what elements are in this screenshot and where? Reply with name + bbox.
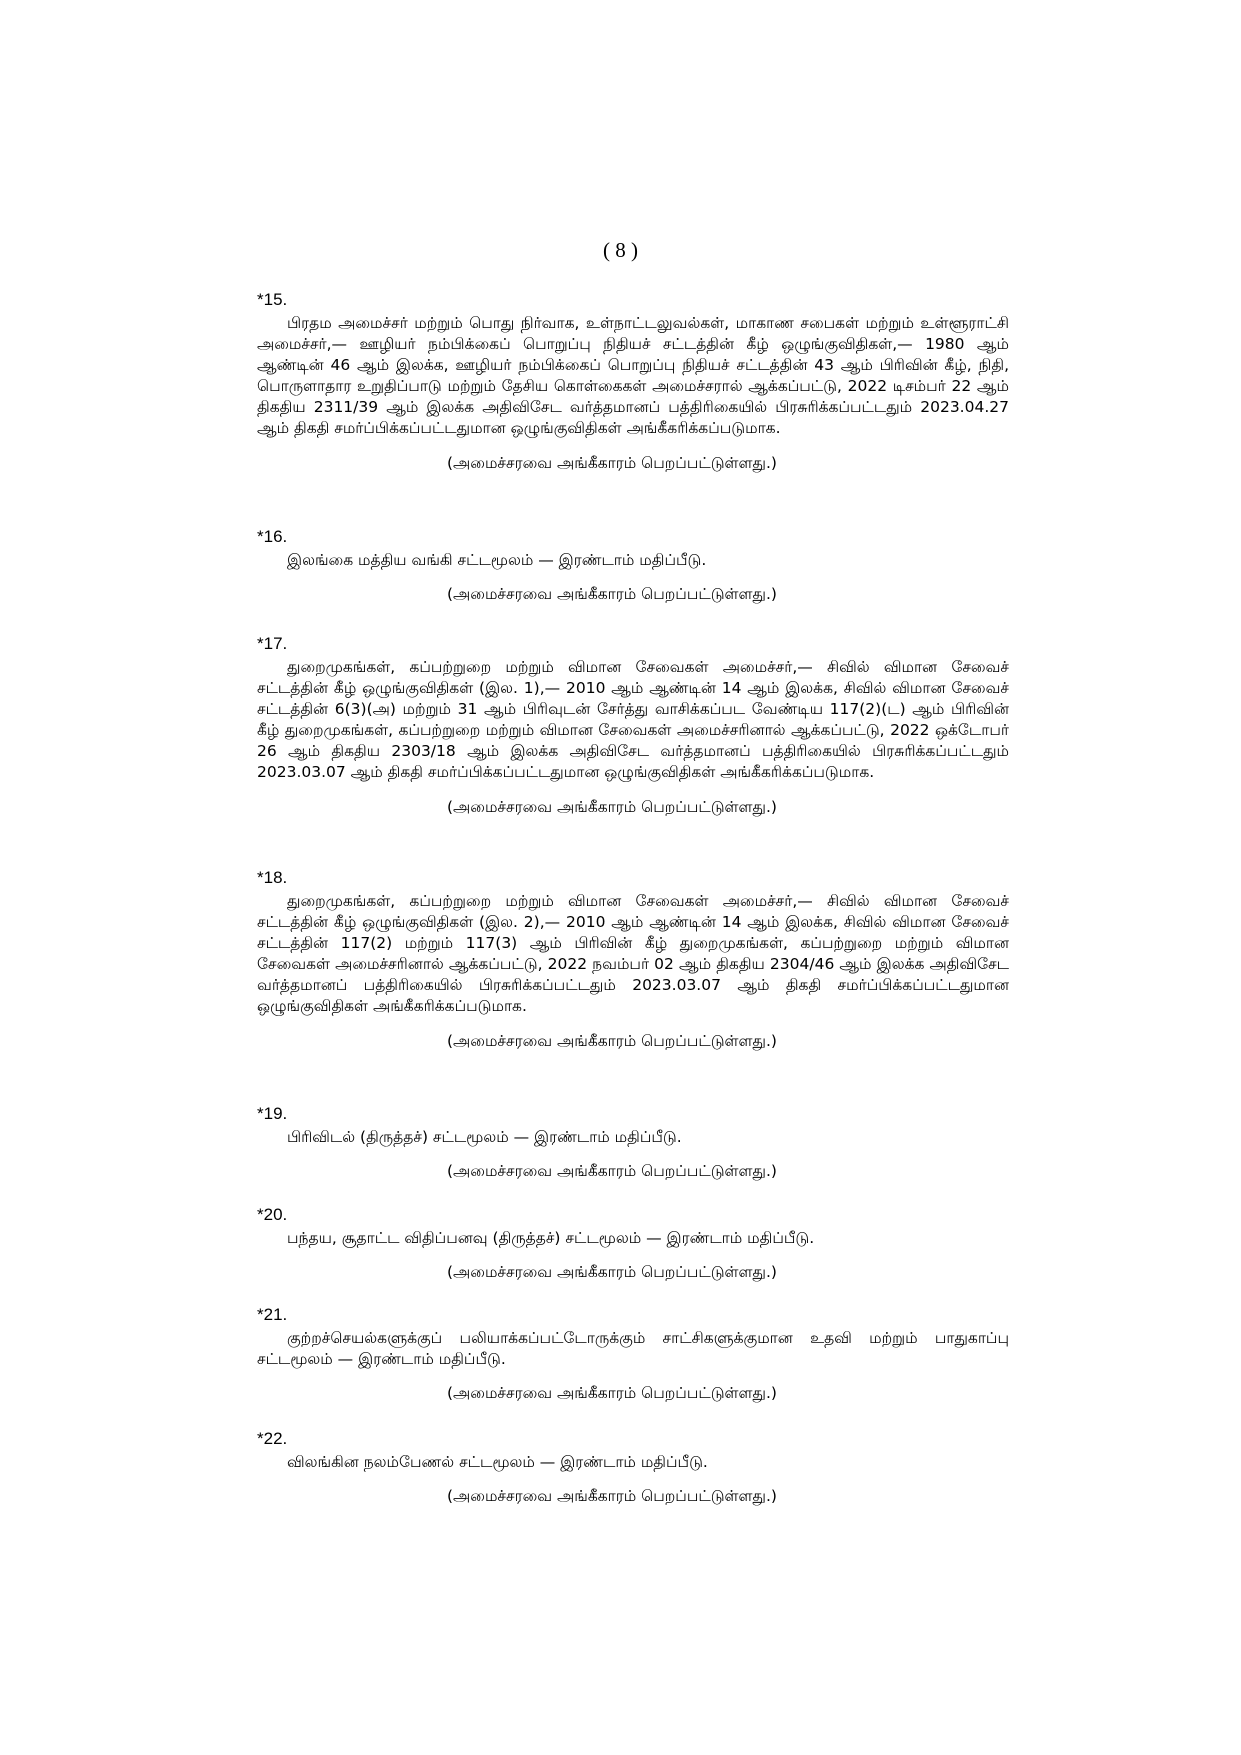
item-text: துறைமுகங்கள், கப்பற்றுறை மற்றும் விமான சேவைகள் அமைச்சர்,— சிவில் விமான சேவைச் சட்டத்தின் கீழ் ஒழுங்குவிதிகள் (இல. 2),— 2010 ஆம் ஆண்டின் 14 ஆம் இலக்க, சிவில் விமான சேவைச் சட்டத்தின் 117(2) மற்றும் 117(3) ஆம் பிரிவின் கீழ் துறைமுகங்கள், கப்பற்றுறை மற்றும் விமான சேவைகள் அமைச்சரினால் ஆக்கப்பட்டு, 2022 நவம்பர் 02 ஆம் திகதிய 2304/46 ஆம் இலக்க அதிவிசேட வர்த்தமானப் பத்திரிகையில் பிரசுரிக்கப்பட்டதும் 2023.03.07 ஆம் திகதி சமர்ப்பிக்கப்பட்டதுமான ஒழுங்குவிதிகள் அங்கீகரிக்கப்படுமாக. bbox=[257, 892, 1009, 1015]
item-number: *22. bbox=[257, 1429, 288, 1448]
order-item-18 bbox=[257, 868, 1009, 1052]
page-number: ( 8 ) bbox=[603, 238, 638, 262]
approval-status: (அமைச்சரவை அங்கீகாரம் பெறப்பட்டுள்ளது.) bbox=[447, 1487, 777, 1505]
order-item-22 bbox=[257, 1429, 1009, 1507]
approval-status: (அமைச்சரவை அங்கீகாரம் பெறப்பட்டுள்ளது.) bbox=[447, 585, 777, 603]
item-text: குற்றச்செயல்களுக்குப் பலியாக்கப்பட்டோருக்கும் சாட்சிகளுக்குமான உதவி மற்றும் பாதுகாப்பு சட்டமூலம் — இரண்டாம் மதிப்பீடு. bbox=[257, 1329, 1009, 1368]
approval-status: (அமைச்சரவை அங்கீகாரம் பெறப்பட்டுள்ளது.) bbox=[447, 1162, 777, 1180]
item-number: *21. bbox=[257, 1305, 288, 1324]
order-item-16 bbox=[257, 527, 1009, 605]
approval-status: (அமைச்சரவை அங்கீகாரம் பெறப்பட்டுள்ளது.) bbox=[447, 1263, 777, 1281]
order-item-15 bbox=[257, 290, 1009, 474]
approval-status: (அமைச்சரவை அங்கீகாரம் பெறப்பட்டுள்ளது.) bbox=[447, 1384, 777, 1402]
order-item-17 bbox=[257, 634, 1009, 818]
order-item-21 bbox=[257, 1305, 1009, 1404]
item-number: *18. bbox=[257, 868, 288, 887]
item-number: *19. bbox=[257, 1104, 288, 1123]
item-text: விலங்கின நலம்பேணல் சட்டமூலம் — இரண்டாம் மதிப்பீடு. bbox=[287, 1453, 708, 1471]
item-text: இலங்கை மத்திய வங்கி சட்டமூலம் — இரண்டாம் மதிப்பீடு. bbox=[287, 551, 707, 569]
item-number: *16. bbox=[257, 527, 288, 546]
approval-status: (அமைச்சரவை அங்கீகாரம் பெறப்பட்டுள்ளது.) bbox=[447, 454, 777, 472]
item-text: பந்தய, சூதாட்ட விதிப்பனவு (திருத்தச்) சட்டமூலம் — இரண்டாம் மதிப்பீடு. bbox=[287, 1229, 815, 1247]
item-text: பிரிவிடல் (திருத்தச்) சட்டமூலம் — இரண்டாம் மதிப்பீடு. bbox=[287, 1128, 682, 1146]
item-number: *20. bbox=[257, 1205, 288, 1224]
item-text: துறைமுகங்கள், கப்பற்றுறை மற்றும் விமான சேவைகள் அமைச்சர்,— சிவில் விமான சேவைச் சட்டத்தின் கீழ் ஒழுங்குவிதிகள் (இல. 1),— 2010 ஆம் ஆண்டின் 14 ஆம் இலக்க, சிவில் விமான சேவைச் சட்டத்தின் 6(3)(அ) மற்றும் 31 ஆம் பிரிவுடன் சேர்த்து வாசிக்கப்பட வேண்டிய 117(2)(ட) ஆம் பிரிவின் கீழ் துறைமுகங்கள், கப்பற்றுறை மற்றும் விமான சேவைகள் அமைச்சரினால் ஆக்கப்பட்டு, 2022 ஒக்டோபர் 26 ஆம் திகதிய 2303/18 ஆம் இலக்க அதிவிசேட வர்த்தமானப் பத்திரிகையில் பிரசுரிக்கப்பட்டதும் 2023.03.07 ஆம் திகதி சமர்ப்பிக்கப்பட்டதுமான ஒழுங்குவிதிகள் அங்கீகரிக்கப்படுமாக. bbox=[257, 658, 1009, 781]
item-number: *17. bbox=[257, 634, 288, 653]
order-item-20 bbox=[257, 1205, 1009, 1283]
approval-status: (அமைச்சரவை அங்கீகாரம் பெறப்பட்டுள்ளது.) bbox=[447, 798, 777, 816]
order-item-19 bbox=[257, 1104, 1009, 1182]
item-text: பிரதம அமைச்சர் மற்றும் பொது நிர்வாக, உள்நாட்டலுவல்கள், மாகாண சபைகள் மற்றும் உள்ளூராட்சி அமைச்சர்,— ஊழியர் நம்பிக்கைப் பொறுப்பு நிதியச் சட்டத்தின் கீழ் ஒழுங்குவிதிகள்,— 1980 ஆம் ஆண்டின் 46 ஆம் இலக்க, ஊழியர் நம்பிக்கைப் பொறுப்பு நிதியச் சட்டத்தின் 43 ஆம் பிரிவின் கீழ், நிதி, பொருளாதார உறுதிப்பாடு மற்றும் தேசிய கொள்கைகள் அமைச்சரால் ஆக்கப்பட்டு, 2022 டிசம்பர் 22 ஆம் திகதிய 2311/39 ஆம் இலக்க அதிவிசேட வர்த்தமானப் பத்திரிகையில் பிரசுரிக்கப்பட்டதும் 2023.04.27 ஆம் திகதி சமர்ப்பிக்கப்பட்டதுமான ஒழுங்குவிதிகள் அங்கீகரிக்கப்படுமாக. bbox=[257, 314, 1009, 437]
item-number: *15. bbox=[257, 290, 288, 309]
approval-status: (அமைச்சரவை அங்கீகாரம் பெறப்பட்டுள்ளது.) bbox=[447, 1032, 777, 1050]
